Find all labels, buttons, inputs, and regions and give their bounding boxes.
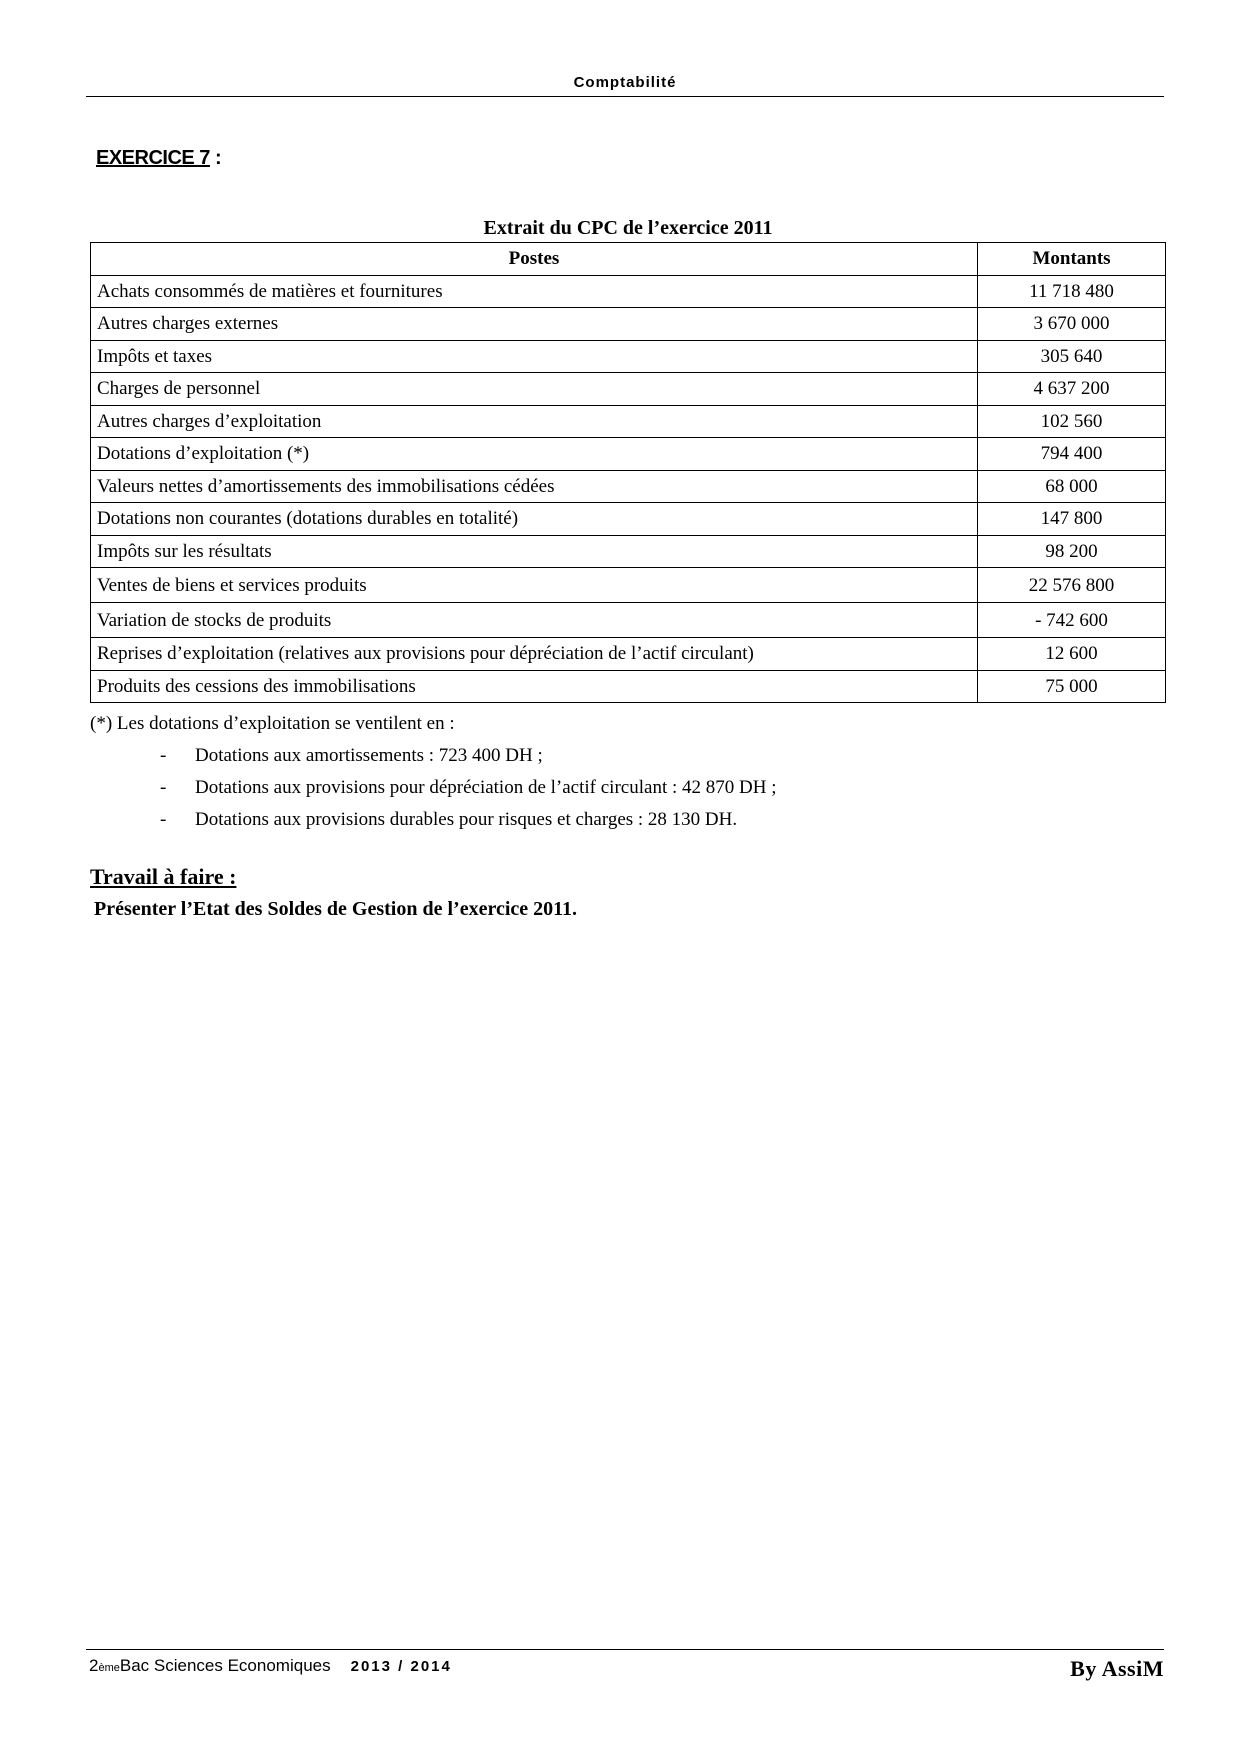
footer-divider xyxy=(86,1649,1164,1650)
table-row xyxy=(91,535,1166,568)
poste-cell: Dotations non courantes (dotations durables en totalité) xyxy=(91,503,978,536)
list-item-text: Dotations aux provisions durables pour risques et charges : 28 130 DH. xyxy=(195,809,738,830)
footer-school-year: 2013 / 2014 xyxy=(350,1658,452,1675)
montant-cell: 98 200 xyxy=(978,535,1166,568)
poste-cell: Impôts et taxes xyxy=(91,340,978,373)
table-row xyxy=(91,308,1166,341)
table-row xyxy=(91,503,1166,536)
task-instruction: Présenter l’Etat des Soldes de Gestion de l’exercice 2011. xyxy=(94,898,578,920)
table-row xyxy=(91,568,1166,603)
footer-level-sup: ème xyxy=(98,1662,120,1674)
table-header-row xyxy=(91,243,1166,276)
table-row xyxy=(91,373,1166,406)
montant-cell: 147 800 xyxy=(978,503,1166,536)
montant-cell: - 742 600 xyxy=(978,603,1166,638)
footer-level: 2 xyxy=(89,1656,99,1675)
footnote-intro: (*) Les dotations d’exploitation se ventilent en : xyxy=(90,713,455,734)
bullet-dash: - xyxy=(160,809,167,830)
bullet-dash: - xyxy=(160,745,167,766)
list-item-text: Dotations aux amortissements : 723 400 DH ; xyxy=(195,745,543,766)
montant-cell: 12 600 xyxy=(978,638,1166,671)
exercise-title-colon: : xyxy=(209,147,222,169)
footer-program: Bac Sciences Economiques xyxy=(119,1656,331,1675)
table-row xyxy=(91,638,1166,671)
page-header-title: Comptabilité xyxy=(573,74,677,91)
column-header-montants: Montants xyxy=(978,243,1166,276)
poste-cell: Ventes de biens et services produits xyxy=(91,568,978,603)
montant-cell: 305 640 xyxy=(978,340,1166,373)
exercise-title xyxy=(96,147,221,170)
poste-cell: Charges de personnel xyxy=(91,373,978,406)
list-item-text: Dotations aux provisions pour dépréciation de l’actif circulant : 42 870 DH ; xyxy=(195,777,777,798)
montant-cell: 4 637 200 xyxy=(978,373,1166,406)
montant-cell: 75 000 xyxy=(978,670,1166,703)
bullet-dash: - xyxy=(160,777,167,798)
poste-cell: Produits des cessions des immobilisations xyxy=(91,670,978,703)
poste-cell: Reprises d’exploitation (relatives aux provisions pour dépréciation de l’actif circulant) xyxy=(91,638,978,671)
task-title: Travail à faire : xyxy=(90,864,237,889)
exercise-title-label: EXERCICE 7 xyxy=(96,147,210,169)
list-item xyxy=(160,777,776,809)
montant-cell: 11 718 480 xyxy=(978,275,1166,308)
montant-cell: 68 000 xyxy=(978,470,1166,503)
montant-cell: 102 560 xyxy=(978,405,1166,438)
table-row xyxy=(91,603,1166,638)
poste-cell: Dotations d’exploitation (*) xyxy=(91,438,978,471)
list-item xyxy=(160,809,776,841)
poste-cell: Autres charges externes xyxy=(91,308,978,341)
column-header-postes: Postes xyxy=(91,243,978,276)
table-row xyxy=(91,670,1166,703)
table-caption: Extrait du CPC de l’exercice 2011 xyxy=(483,217,773,239)
montant-cell: 794 400 xyxy=(978,438,1166,471)
list-item xyxy=(160,745,776,777)
poste-cell: Variation de stocks de produits xyxy=(91,603,978,638)
footer-class-info xyxy=(89,1656,452,1676)
footer-author: By AssiM xyxy=(1070,1656,1164,1681)
cpc-table xyxy=(90,242,1166,703)
table-row xyxy=(91,438,1166,471)
table-row xyxy=(91,405,1166,438)
montant-cell: 3 670 000 xyxy=(978,308,1166,341)
poste-cell: Impôts sur les résultats xyxy=(91,535,978,568)
table-row xyxy=(91,470,1166,503)
header-divider xyxy=(86,96,1164,97)
dotations-breakdown-list xyxy=(160,745,776,841)
montant-cell: 22 576 800 xyxy=(978,568,1166,603)
table-row xyxy=(91,275,1166,308)
table-row xyxy=(91,340,1166,373)
poste-cell: Autres charges d’exploitation xyxy=(91,405,978,438)
poste-cell: Achats consommés de matières et fournitures xyxy=(91,275,978,308)
poste-cell: Valeurs nettes d’amortissements des immobilisations cédées xyxy=(91,470,978,503)
